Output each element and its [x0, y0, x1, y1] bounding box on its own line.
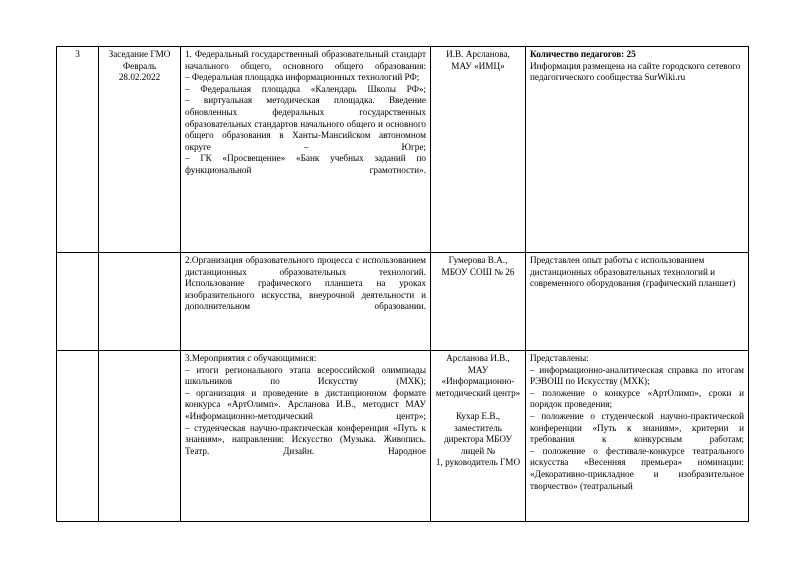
content-paragraph: – Федеральная площадка «Календарь Школы РФ»; [185, 83, 426, 94]
responsible-line: Кухар Е.В., заместитель [454, 410, 502, 433]
content-paragraph: 2.Организация образовательного процесса с использованием дистанционных образовательных технологий. Использование графического планшета на уроках изобразительного искусства, внеурочной деятельности и дополнительном образовании. [185, 255, 426, 312]
event-line: 28.02.2022 [118, 72, 161, 83]
result-paragraph: Представлен опыт работы с использованием дистанционных образовательных технологий и современного оборудования (графический планшет) [530, 255, 736, 289]
table-row [57, 47, 749, 253]
result-paragraph: – положение о фестивале-конкурсе театрального искусства «Весенняя премьера» номинации: «Декоративно-прикладное и изобразительное творчество» (театральный [530, 445, 744, 491]
result-cell [526, 47, 749, 253]
event-cell [99, 351, 181, 522]
content-paragraph: – итоги регионального этапа всероссийской олимпиады школьников по Искусству (МХК); [185, 364, 426, 387]
responsible-cell [431, 351, 526, 522]
table-row [57, 253, 749, 351]
result-heading: Количество педагогов: 25 [530, 49, 636, 59]
responsible-line: И.В. Арсланова, [446, 49, 510, 59]
content-paragraph: – виртуальная методическая площадка. Введение обновленных федеральных государственных образовательных стандартов начального общего и основного общего образования в Ханты-Мансийском автономном округе – Югре; [185, 95, 426, 152]
content-cell [181, 351, 431, 522]
responsible-line: Арсланова И.В., МАУ [446, 353, 510, 375]
content-paragraph: – организация и проведение в дистанционном формате конкурса «АртОлимп». Арсланова И.В., методист МАУ «Информационно-методический центр»; [185, 387, 426, 421]
responsible-line: 1, руководитель ГМО [435, 457, 521, 468]
table-row [57, 351, 749, 522]
result-paragraph: – положение о конкурсе «АртОлимп», сроки и порядок проведения; [530, 387, 744, 410]
responsible-cell [431, 253, 526, 351]
row-number-cell [57, 47, 99, 253]
row-number: 3 [75, 49, 80, 59]
result-paragraph: Информация размещена на сайте городского сетевого педагогического сообщества SurWiki.ru [530, 60, 741, 83]
content-cell [181, 253, 431, 351]
row-number-cell [57, 253, 99, 351]
result-paragraph: Представлены: [530, 353, 589, 363]
responsible-line: МАУ «ИМЦ» [451, 60, 505, 71]
event-line: Заседание ГМО [108, 49, 171, 59]
content-paragraph: – студенческая научно-практическая конференция «Путь к знаниям», направления: Искусство (Музыка. Живопись. Театр. Дизайн. Народное [185, 422, 426, 456]
responsible-cell [431, 47, 526, 253]
result-cell [526, 253, 749, 351]
result-paragraph: – положение о студенческой научно-практической конференции «Путь к знаниям», критерии и требования к конкурсным работам; [530, 410, 744, 445]
event-cell [99, 253, 181, 351]
responsible-line: «Информационно- [441, 376, 515, 387]
event-cell [99, 47, 181, 253]
content-paragraph: – ГК «Просвещение» «Банк учебных заданий по функциональной грамотности». [185, 153, 426, 175]
content-paragraph: 3.Мероприятия с обучающимися: [185, 353, 317, 363]
content-paragraph: – Федеральная площадка информационных технологий РФ; [185, 72, 420, 83]
event-line: Февраль [122, 60, 157, 71]
line-spacer [435, 399, 521, 411]
responsible-line: методический центр» [435, 387, 521, 398]
row-number-cell [57, 351, 99, 522]
result-paragraph: – информационно-аналитическая справка по итогам РЭВОШ по Искусству (МХК); [530, 364, 744, 387]
content-paragraph: 1. Федеральный государственный образовательный стандарт начального общего, основного общего образования: [185, 49, 426, 71]
content-cell [181, 47, 431, 253]
plan-table [56, 46, 749, 522]
result-cell [526, 351, 749, 522]
responsible-line: Гумерова В.А., [448, 255, 508, 265]
responsible-line: МБОУ СОШ № 26 [441, 266, 515, 277]
responsible-line: директора МБОУ лицей № [443, 434, 513, 456]
